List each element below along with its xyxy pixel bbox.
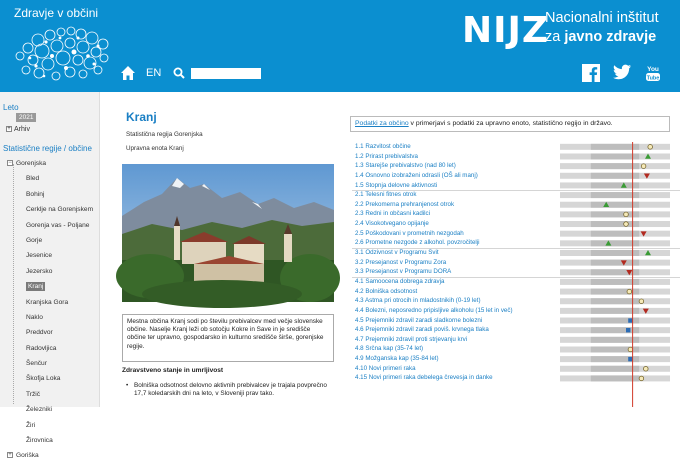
year-heading: Leto: [3, 103, 19, 112]
indicator-label[interactable]: 1.5 Stopnja delovne aktivnosti: [355, 181, 438, 189]
archive-expand-icon[interactable]: +: [7, 126, 11, 133]
indicator-marker: [624, 222, 629, 227]
sidebar-item-label: Kranj: [28, 283, 44, 291]
sidebar-item[interactable]: [6, 264, 98, 279]
interquartile-bar: [591, 366, 639, 372]
indicator-label[interactable]: 4.6 Prejemniki zdravil zaradi poviš. krvnega tlaka: [355, 326, 489, 334]
municipality-description: Mestna občina Kranj sodi po številu prebivalcev med večje slovenske občine. Naselje Kranj leži ob sotočju Kokre in Save in je središče občine ter upravno, gospodarsko in kulturno središče širše, gorenjske regije.: [122, 314, 334, 362]
sidebar-item[interactable]: [6, 418, 98, 433]
indicator-marker: [628, 318, 632, 322]
indicator-marker: [639, 376, 644, 381]
interquartile-bar: [591, 327, 639, 333]
sidebar-item-label: Žiri: [26, 421, 36, 429]
indicator-label[interactable]: 4.4 Bolezni, neposredno pripisljive alkoholu (15 let in več): [355, 306, 513, 314]
institute-name-line1: Nacionalni inštitut: [545, 10, 659, 26]
sidebar-item[interactable]: [6, 218, 98, 233]
site-header: [0, 0, 680, 92]
sidebar-item[interactable]: [6, 187, 98, 202]
sidebar-item-label: Železniki: [26, 406, 53, 414]
indicator-marker: [641, 164, 646, 169]
indicator-marker: [628, 347, 633, 352]
sidebar-item-label: Žirovnica: [26, 437, 53, 445]
indicator-label[interactable]: 3.2 Presejanost v Programu Zora: [355, 258, 447, 266]
institute-line2-bold: javno zdravje: [564, 29, 657, 45]
slovenia-bubble-map-logo[interactable]: [8, 18, 118, 86]
archive-label: Arhiv: [14, 126, 30, 133]
indicator-marker: [628, 357, 632, 361]
indicator-comparison-chart: [352, 142, 680, 407]
svg-text:Tube: Tube: [646, 75, 660, 82]
interquartile-bar: [591, 211, 639, 217]
interquartile-bar: [591, 144, 639, 150]
interquartile-bar: [591, 250, 639, 256]
indicator-marker: [627, 289, 632, 294]
interquartile-bar: [591, 279, 639, 285]
search-input[interactable]: [191, 68, 261, 79]
interquartile-bar: [591, 337, 639, 343]
sidebar-item[interactable]: [6, 356, 98, 371]
regions-heading: Statistične regije / občine: [3, 144, 92, 153]
sidebar-item[interactable]: [6, 310, 98, 325]
home-icon[interactable]: [120, 65, 136, 81]
indicator-label[interactable]: 2.2 Prekomerna prehranjenost otrok: [355, 200, 455, 208]
indicator-marker: [639, 299, 644, 304]
interquartile-bar: [591, 153, 639, 159]
sidebar-item-label: Gorenja vas - Poljane: [26, 221, 90, 229]
sidebar-item-label: Škofja Loka: [26, 375, 61, 383]
indicator-label[interactable]: 4.8 Srčna kap (35-74 let): [355, 345, 424, 353]
expand-icon[interactable]: +: [8, 452, 12, 459]
sidebar-item[interactable]: [6, 202, 98, 217]
facebook-icon[interactable]: [582, 64, 600, 82]
interquartile-bar: [591, 163, 639, 169]
indicator-marker: [624, 212, 629, 217]
indicator-label[interactable]: 1.4 Osnovno izobraženi odrasli (OŠ ali manj): [355, 171, 478, 179]
sidebar-item[interactable]: [6, 279, 98, 294]
region-tree: [6, 156, 98, 464]
indicator-label[interactable]: 2.3 Redni in občasni kadilci: [355, 210, 430, 218]
indicator-label[interactable]: 4.10 Novi primeri raka: [355, 364, 416, 372]
sidebar: [0, 92, 100, 460]
sidebar-item[interactable]: [6, 387, 98, 402]
indicator-label[interactable]: 4.5 Prejemniki zdravil zaradi sladkorne bolezni: [355, 316, 483, 324]
language-switch[interactable]: EN: [146, 67, 162, 79]
comparison-intro: [350, 116, 670, 132]
sidebar-item-label: Bohinj: [26, 190, 45, 198]
sidebar-item[interactable]: [6, 433, 98, 448]
indicator-label[interactable]: 1.2 Prirast prebivalstva: [355, 152, 418, 160]
indicator-label[interactable]: 4.7 Prejemniki zdravil proti strjevanju krvi: [355, 335, 468, 343]
indicator-marker: [626, 328, 630, 332]
indicator-label[interactable]: 2.4 Visokotvegano opijanje: [355, 220, 429, 228]
indicator-label[interactable]: 4.15 Novi primeri raka debelega črevesja in danke: [355, 374, 493, 382]
interquartile-bar: [591, 221, 639, 227]
institute-line2-plain: za: [545, 29, 565, 45]
collapse-icon[interactable]: −: [8, 160, 12, 166]
interquartile-bar: [591, 173, 639, 179]
sidebar-item-label: Gorje: [26, 236, 43, 244]
sidebar-item-label: Goriška: [16, 452, 39, 460]
sidebar-item-label: Bled: [26, 175, 40, 183]
sidebar-item-label: Kranjska Gora: [26, 298, 69, 306]
sidebar-item[interactable]: [6, 402, 98, 417]
sidebar-item-label: Gorenjska: [16, 160, 47, 167]
sidebar-item[interactable]: [6, 295, 98, 310]
archive-link[interactable]: [6, 126, 30, 133]
sidebar-item[interactable]: [6, 448, 98, 463]
search-icon[interactable]: [173, 67, 185, 79]
intro-text: v primerjavi s podatki za upravno enoto, statistično regijo in državo.: [408, 120, 613, 127]
site-title[interactable]: Zdravje v občini: [14, 6, 99, 20]
indicator-label[interactable]: 2.6 Prometne nezgode z alkohol. povzročitelji: [355, 239, 480, 247]
section-heading: Zdravstveno stanje in umrljivost: [122, 367, 224, 374]
sidebar-item-label: Naklo: [26, 313, 43, 321]
indicator-label[interactable]: 3.1 Odzivnost v Programu Svit: [355, 249, 439, 257]
indicator-label[interactable]: 4.3 Astma pri otrocih in mladostnikih (0-19 let): [355, 297, 481, 305]
sidebar-item[interactable]: [6, 341, 98, 356]
interquartile-bar: [591, 202, 639, 208]
unit-line: Upravna enota Kranj: [126, 145, 184, 152]
sidebar-item[interactable]: [6, 248, 98, 263]
svg-text:You: You: [647, 66, 659, 73]
indicator-label[interactable]: 4.9 Možganska kap (35-84 let): [355, 355, 439, 363]
nijz-logo-text[interactable]: NIJZ: [462, 10, 550, 51]
sidebar-item-label: Jesenice: [26, 252, 53, 260]
indicator-label[interactable]: 1.1 Razvitost občine: [355, 143, 411, 150]
kranj-town-photo: [122, 164, 334, 302]
sidebar-item-label: Radovljica: [26, 344, 57, 352]
sidebar-item-label: Šenčur: [26, 360, 47, 368]
sidebar-item-label: Cerklje na Gorenjskem: [26, 206, 94, 214]
page-title: Kranj: [126, 110, 157, 124]
sidebar-item-label: Jezersko: [26, 267, 53, 275]
region-line: Statistična regija Gorenjska: [126, 131, 203, 138]
indicator-marker: [644, 366, 649, 371]
indicator-label[interactable]: 4.2 Bolniška odsotnost: [355, 287, 418, 295]
indicator-label[interactable]: 3.3 Presejanost v Programu DORA: [355, 268, 452, 276]
indicator-label[interactable]: 1.3 Starejše prebivalstvo (nad 80 let): [355, 162, 456, 170]
interquartile-bar: [591, 192, 639, 198]
sidebar-item[interactable]: [6, 325, 98, 340]
interquartile-bar: [591, 308, 639, 314]
municipality-content: [110, 92, 340, 407]
interquartile-bar: [591, 231, 639, 237]
institute-name-line2: [545, 29, 656, 45]
indicator-label[interactable]: 2.5 Poškodovani v prometnih nezgodah: [355, 229, 464, 237]
sidebar-item[interactable]: [6, 171, 98, 186]
top-nav: [120, 64, 261, 82]
twitter-icon[interactable]: [613, 64, 631, 80]
health-bullet: • Bolniška odsotnost delovno aktivnih prebivalcev je trajala povprečno 17,7 koledarskih dni na leto, v Sloveniji prav tako.: [134, 382, 334, 398]
sidebar-item[interactable]: [6, 233, 98, 248]
indicator-marker: [648, 145, 653, 150]
indicator-label[interactable]: 4.1 Samoocena dobrega zdravja: [355, 277, 445, 285]
sidebar-item-label: Tržič: [26, 390, 41, 398]
interquartile-bar: [591, 298, 639, 304]
sidebar-item-label: Preddvor: [26, 329, 53, 337]
sidebar-item[interactable]: [6, 156, 98, 171]
interquartile-bar: [591, 375, 639, 381]
youtube-icon[interactable]: [645, 64, 661, 82]
indicator-label[interactable]: 2.1 Telesni fitnes otrok: [355, 191, 417, 199]
year-selected[interactable]: 2021: [16, 113, 36, 122]
interquartile-bar: [591, 240, 639, 246]
interquartile-bar: [591, 182, 639, 188]
sidebar-item[interactable]: [6, 371, 98, 386]
interquartile-bar: [591, 260, 639, 266]
municipality-data-link[interactable]: Podatki za občino: [355, 120, 409, 127]
